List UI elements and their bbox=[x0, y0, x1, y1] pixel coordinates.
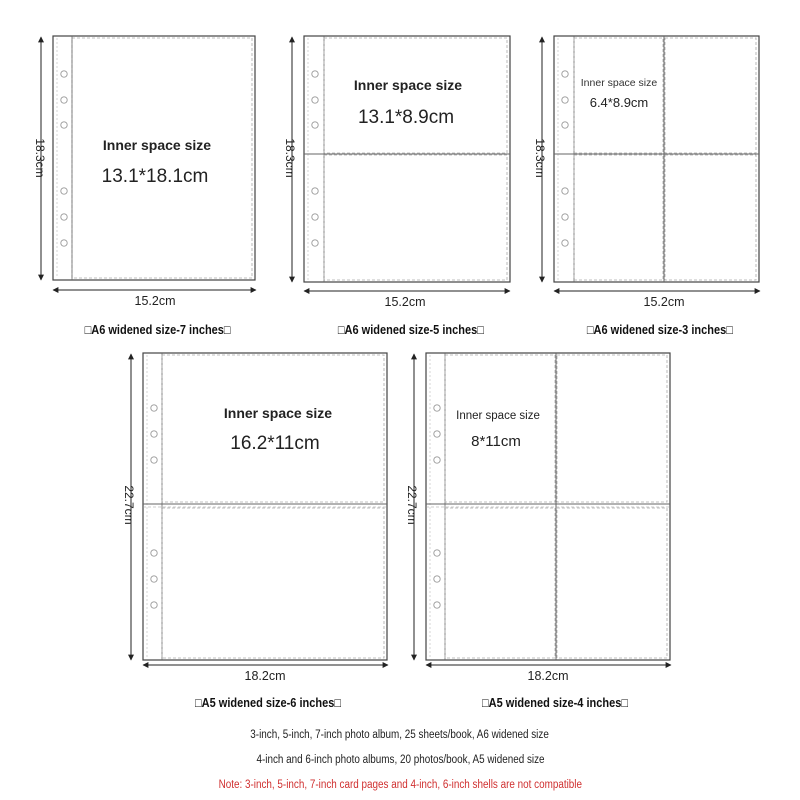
note-line-a6 bbox=[0, 729, 800, 741]
inner-space-title: Inner space size bbox=[102, 137, 212, 153]
inner-space-title: Inner space size bbox=[353, 77, 463, 93]
width-label: 18.2cm bbox=[244, 669, 286, 683]
caption-a6-5inch: □A6 widened size-5 inches□ bbox=[337, 323, 484, 337]
width-label: 15.2cm bbox=[134, 294, 176, 308]
height-label: 22.7cm bbox=[122, 485, 136, 525]
height-label: 22.7cm bbox=[405, 485, 419, 525]
caption-a6-3inch: □A6 widened size-3 inches□ bbox=[586, 323, 733, 337]
inner-space-size: 6.4*8.9cm bbox=[589, 95, 649, 110]
height-label: 18.3cm bbox=[33, 138, 47, 178]
inner-space-title: Inner space size bbox=[580, 77, 658, 89]
width-label: 15.2cm bbox=[643, 295, 685, 309]
note-a5-text: 4-inch and 6-inch photo albums, 20 photos/book, A5 widened size bbox=[255, 754, 545, 766]
inner-space-size: 13.1*8.9cm bbox=[357, 107, 455, 128]
inner-space-title: Inner space size bbox=[456, 410, 540, 422]
caption-a5-4inch: □A5 widened size-4 inches□ bbox=[482, 696, 628, 710]
page-frame bbox=[53, 36, 255, 280]
page-frame bbox=[143, 353, 387, 660]
page-a6-5inch bbox=[283, 36, 510, 309]
inner-space-size: 16.2*11cm bbox=[230, 433, 320, 454]
inner-space-size: 13.1*18.1cm bbox=[101, 166, 209, 187]
caption-a5-6inch: □A5 widened size-6 inches□ bbox=[195, 696, 341, 710]
width-label: 15.2cm bbox=[384, 295, 426, 309]
page-a5-6inch bbox=[122, 353, 388, 683]
page-frame bbox=[554, 36, 759, 282]
inner-space-title: Inner space size bbox=[223, 405, 333, 421]
page-frame bbox=[426, 353, 670, 660]
note-a6-text: 3-inch, 5-inch, 7-inch photo album, 25 sheets/book, A6 widened size bbox=[250, 729, 550, 741]
note-line-a5 bbox=[0, 754, 800, 766]
compatibility-warning bbox=[0, 779, 800, 791]
page-frame bbox=[304, 36, 510, 282]
height-label: 18.3cm bbox=[533, 138, 547, 178]
page-a6-7inch bbox=[33, 36, 256, 308]
width-label: 18.2cm bbox=[527, 669, 569, 683]
height-label: 18.3cm bbox=[283, 138, 297, 178]
page-a5-4inch bbox=[405, 353, 671, 683]
inner-space-size: 8*11cm bbox=[471, 433, 521, 450]
warning-text: Note: 3-inch, 5-inch, 7-inch card pages and 4-inch, 6-inch shells are not compatible bbox=[218, 779, 582, 791]
caption-a6-7inch: □A6 widened size-7 inches□ bbox=[84, 323, 231, 337]
page-a6-3inch bbox=[533, 36, 760, 309]
